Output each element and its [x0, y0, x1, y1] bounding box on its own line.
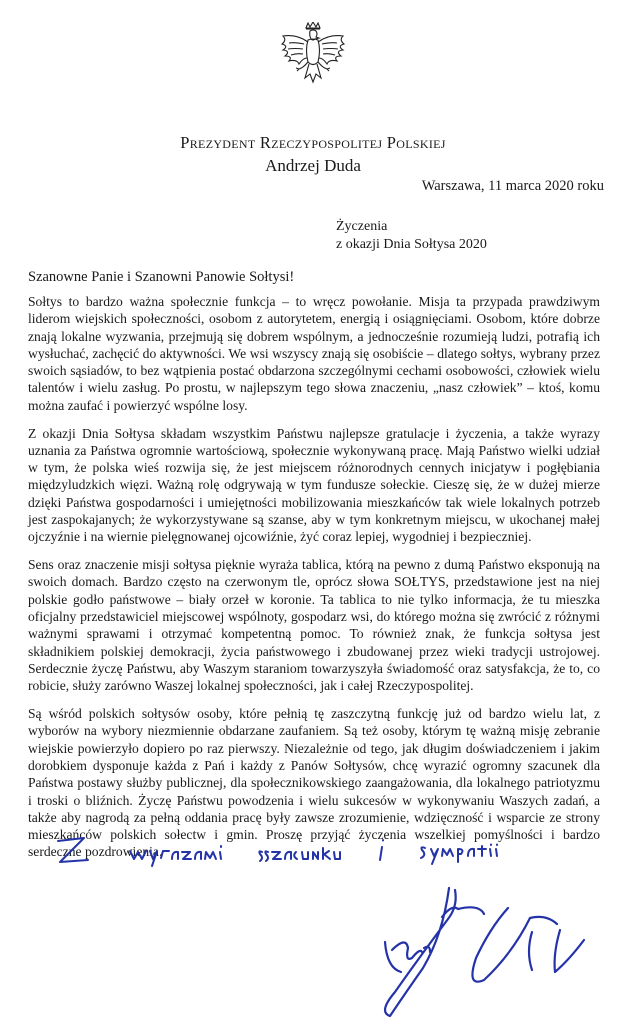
body-paragraph: Sołtys to bardzo ważna społecznie funkcja – to wręcz powołanie. Misja ta przypada prawdziwym liderom wiejskich społeczności, osobom z autorytetem, energią i osiągnięciami. Osobom, które dobrze znają lokalne wyzwania, przejmują się dobrem wspólnym, a jednocześnie rozumieją ludzi, potrafią ich wysłuchać, zachęcić do aktywności. We wsi wszyscy znają się osobiście – dlatego sołtys, wybrany przez swoich sąsiadów, to bez wątpienia postać obdarzona szczególnymi cechami osobowości, człowiek wielu talentów i wielu zasług. Po prostu, w najlepszym tego słowa znaczeniu, „nasz człowiek” – ktoś, komu można zaufać i powierzyć wspólne losy. [28, 294, 600, 413]
place-and-date: Warszawa, 11 marca 2020 roku [421, 178, 604, 194]
letter-subject [336, 218, 487, 253]
body-paragraph: Są wśród polskich sołtysów osoby, które pełnią tę zaszczytną funkcję już od bardzo wielu lat, z wyborów na wybory niezmiennie obdarzane zaufaniem. Są też osoby, którym tę ważną misję zebranie wiejskie powierzyło dopiero po raz pierwszy. Niezależnie od tego, jak długim doświadczeniem i jakim dorobkiem dysponuje każda z Pań i każdy z Panów Sołtysów, chcę wyrazić ogromny szacunek dla Państwa postawy służby publicznej, dla społecznikowskiego zaangażowania, dla lokalnego patriotyzmu i troski o bliźnich. Życzę Państwu powodzenia i wielu sukcesów w wykonywaniu Waszych zadań, a także aby nagrodą za pełną oddania pracę były zawsze zrozumienie, wdzięczność i wsparcie ze strony mieszkańców polskich sołectw i gmin. Proszę przyjąć życzenia wszelkiej pomyślności i bardzo serdeczne pozdrowienia. [28, 706, 600, 860]
white-eagle-emblem-icon [277, 22, 349, 92]
signature-icon [385, 888, 584, 1016]
body-paragraph: Sens oraz znaczenie misji sołtysa pięknie wyraża tablica, którą na pewno z dumą Państwo eksponują na swoich domach. Bardzo często na czerwonym tle, oprócz słowa SOŁTYS, przedstawione jest na niej polskie godło państwowe – biały orzeł w koronie. Ta tablica to nie tylko informacja, że tu mieszka oficjalny przedstawiciel miejscowej wspólnoty, gospodarz wsi, do którego można się zwrócić z różnymi ważnymi sprawami i otrzymać kompetentną pomoc. To również znak, że funkcja sołtysa jest składnikiem polskiej demokracji, życia państwowego i zbudowanej przez wieki tradycji ustrojowej. Serdecznie życzę Państwu, aby Waszym staraniom towarzyszyła świadomość oraz satysfakcja, że to, co robicie, służy zarówno Waszej lokalnej społeczności, jak i całej Rzeczypospolitej. [28, 557, 600, 694]
letterhead-title: Prezydent Rzeczypospolitej Polskiej [180, 133, 446, 152]
salutation: Szanowne Panie i Szanowni Panowie Sołtysi! [28, 269, 295, 285]
letter-body [28, 293, 600, 871]
letterhead-name: Andrzej Duda [265, 156, 361, 175]
subject-line: Życzenia [336, 219, 388, 234]
subject-line: z okazji Dnia Sołtysa 2020 [336, 236, 487, 252]
body-paragraph: Z okazji Dnia Sołtysa składam wszystkim Państwu najlepsze gratulacje i życzenia, a także wyrazy uznania za Państwa ogromnie wartościową, społecznie wykonywaną pracę. Mają Państwo wielki udział w tym, że polska wieś rozwija się, że jest miejscem różnorodnych cennych inicjatyw i pogłębiania międzyludzkich więzi. Ważną rolę odgrywają w tym fundusze sołeckie. Cieszę się, że w dużej mierze dzięki Państwa gospodarności i umiejętności mobilizowania mieszkańców tak wiele lokalnych potrzeb jest zaspokajanych; że wykorzystywane są szanse, aby w tym konkretnym miejscu, w ukochanej małej ojczyźnie i na wiernie pielęgnowanej ojcowiźnie, żyć coraz lepiej, wygodniej i bezpieczniej. [28, 425, 600, 545]
